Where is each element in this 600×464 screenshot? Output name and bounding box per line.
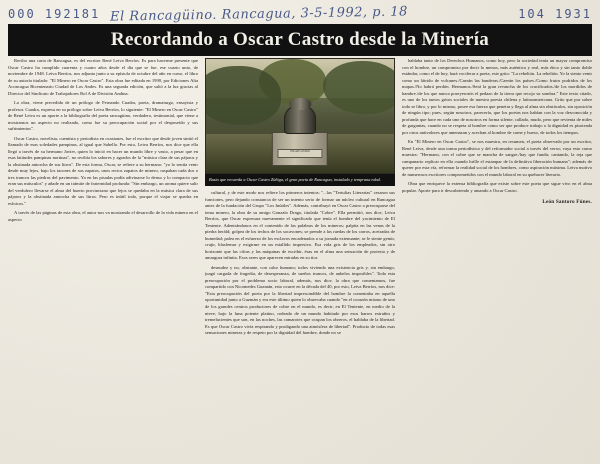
- photo-tree: [205, 66, 281, 125]
- article-column-3: [402, 58, 592, 460]
- paragraph: Recibo una carta de Rancagua, es del escritor René Leiva Berríos. Es para hacerme presente que Oscar Castro ha cumplido cuarenta y cuatro años desde el día que se fue, ese cuarto unto, de noviembre de 1948. Leiva Berríos, nos adjunta junto a su epístola de octubre del año en curso, el libro de su autoría titulado: "El Minero en Oscar Castro". Esta obra fue editada en 1990, por Ediciones Alta Aconcagua Bicentenario Ciudad de Los Andes. Es una segunda edición, que salió a la luz gracias al Director del Sindicato de Trabajadores Rol A de División Andina.: [8, 58, 198, 96]
- photo-figure: [205, 58, 395, 186]
- monument-photo: [205, 58, 395, 174]
- archive-stamp-left: 000 192181: [8, 7, 101, 21]
- byline: León Santoro Fúnes.: [542, 199, 592, 206]
- photo-tree: [323, 61, 395, 113]
- photo-caption: Busto que recuerda a Oscar Castro Zúñiga, el gran poeta de Rancagua, instalado y temprana edad.: [205, 174, 395, 186]
- paragraph: En "El Minero en Oscar Castro", se nos muestra, en resumen, el poeta observado por un escritor, René Leiva, desde una trama periodística y del reformador social a través del verso; vaya esto como muestra: "Hermano, con el cobre que se mancha de sangre./hay que fundir, cantando, la reja que campanario replicar en ella cuando brille el estampar de la definitiva liberación humana"; además de querer por esta vía, reformar la realidad social de los hombres, como aspiración máxima. Leiva motivo de numerosos escritores comprometidos con el mundo laboral en su quehacer literario.: [402, 139, 592, 177]
- paragraph: A través de las páginas de esta obra, el autor nos va mostrando el desarrollo de la vida minera en el aspecto: [8, 210, 198, 222]
- page-title: Recordando a Oscar Castro desde la Minería: [110, 29, 490, 50]
- paragraph: desnudez y no, obstante, con calor humano; todos viviendo una existencia gris y, sin embargo, juagó cargada de fragedia, de desesperanza, de sueños truncos, de anhelos imposibles". Toda esta preocupación por el problema socio laboral, además, nos dice, la obra que comentamos, fue compartido con Nicomedes Guzmán, esto ocurre en la década del 40, por esto, Leiva Berríos, nos dice: "Esta preocupación del poeta por la libertad imprescindible del hombre la comentaba en aquella oportunidad junto a Guzmán y era este último quien lo observaba cuando "en el corazón mismo de uno de los grandes centros productores de cobre en el mundo, es decir, en El Teniente, en medio de la nieve, bajo la luna potente platino, rodeado de un mundo habitado por esos barros extraños y tremelucientes que son, en las noches, las camarotes que ocupan los obreros, el hablaba de la libertad. Es que Oscar Castro vivía respirando y prodigando una atmósfera de libertad". Producto de todas esas sensaciones mineras y de respeto por la dignidad del hombre, donde no se: [205, 264, 395, 336]
- archive-annotation-bar: [0, 0, 600, 26]
- paragraph: La obra, viene precedida de un prólogo de Fernando Cuadra, poeta, dramaturgo, ensayista y profesor. Cuadra, expresa en su prólogo sobre Leiva Berríos, lo siguiente: "El Minero en Oscar Castro" de René Leiva es un aporte a la bibliografía del poeta rancagüino, verdadero, testimonial, que viene a mostrarnos un aspecto no realizado, como fue su preocupación social por el desposeído y sus sufrimientos".: [8, 100, 198, 132]
- headline-banner: [8, 24, 592, 56]
- photo-bust: [284, 105, 316, 135]
- paragraph: Oscar Castro, novelista, cuentista y periodista en ocasiones, fue el escritor que desde joven sintió el llamado de esas soledades pampinas, al igual que Sabella. Por esto, Leiva Berríos, nos dice que ella llegó a través de su hermano Javier, quien lo inició en hacer un mundo libre y vasto, a pesar que en esas latitudes pampinas nortinas", no recibía los sabores y agrados de la "música clara de sus pájaros y la obstinada antorcha de sus litros". De esta forma, Oscar, se refiere a su hermano: "yo lo sentía venir desde muy lejos, bajo los tacones de sus zapatos, unos recios zapatos de minero, raspaban cada dos o tres trancos las piedras del pavimento. Ya en las pisadas podía adivinarse lo denso y lo compacto que eran sus músculos" y añade en un trámite de fraternidad profunda: "Sin embargo, un aroma quiere salir del verdulero llevarse el alma del huerto provinciano que lejos se quedaba en la música clara de sus pájaros y la obstinada antorcha de sus litros. Pero es inútil todo, porque el viajar se quedra en esfoicos.": [8, 135, 198, 206]
- paragraph: cultural, y de este modo nos refiere los primeros intentos: "...las "Tertulias Literarias" cesaron sus funciones, pero dejando constancia de ser un intento serio de formar un núcleo cultural en Rancagua antes de la fundación del Grupo "Los Inútiles". Además, contribuyó en Oscar Castro a preocuparse del tema minero, la obra de su amigo Gonzalo Drago, titulada "Cobre". Ella permitió, nos dice, Leiva Berríos, que Oscar expresara nuevamente el significado que tenía el hombre del yacimiento de El Teniente. Adentrándonos en el contenido de las palabras de los mineros; palpita en las venas de la piedra heráld; golpea de los techos de los socavones; se prende a las ruedas de los carros, acetradas de humedad; palea en el esfuerzo de los esclavos encadenados a su jornada extenuante; se le siente gemir, crujir, blasfemar y exigirme en un estallido impresivo. Esa vida gris de los empleados, sin otro horizonte que las cifras y las máquinas de escribir, ésas en el alma una sensación de protesta y de amargura infinita. Esos seres que aparecen miradas en su tica: [205, 190, 395, 261]
- paragraph: Obra que enriquece la extensa bibliografía que existe sobre este poeta que sigue vivo en el alma popular. Aporte para ir descubriendo y amando a Oscar Castro.: [402, 181, 592, 193]
- article-column-1: [8, 58, 198, 460]
- paragraph: hablaba tanto de los Derechos Humanos, como hoy, pero la sociedad tenía un mayor compromiso con el hombre, un compromiso por decir lo menos, más auténtico y real, más ético y sin tanto doble estándar, como el de hoy, hará vociferar a poeta, este grito: "La rebelión. La rebelión. Yo la siento venir como un látrido de volcanes./Caerán las banderas./Caerán los países./Como frutos podridos de los mapas./No habrá perdón. Hermanos./Será la gran revancha de los crucificados./de los mordidos de hambre./de los que nunca poseyeron/n el pedazo de la tierra que recojo su sombra." Este texto citado, es uno de los tantos gritos sociales de nuestra poesía chilena y latinoamericana. Grito que por sobre todo se libro, y por lo mismo, posee esa fuerza que penetra y llega al alma sin obstáculos, sin oposición de ningún tipo; pues, según nosotros, parecería, que los poetas nos habían con la voz desconocida y profunda que hace en cada uno de nosotros en forma silente, callado, mudo, pero que revienta de miles de gargantas, cuando no se respeta al hombre como ser que produce trabajo o la dignidad es pisoteada por otros antivalores que amenazan y acechan al hombre de carne y hueso, de todos los tiempos.: [402, 58, 592, 135]
- article-body: [8, 58, 592, 460]
- photo-plaque: OSCAR CASTRO: [277, 149, 322, 158]
- archive-handwritten-source: El Rancagüino. Rancagua, 3-5-1992, p. 18: [110, 3, 409, 25]
- archive-stamp-right: 104 1931: [518, 7, 592, 21]
- article-column-2: [205, 58, 395, 460]
